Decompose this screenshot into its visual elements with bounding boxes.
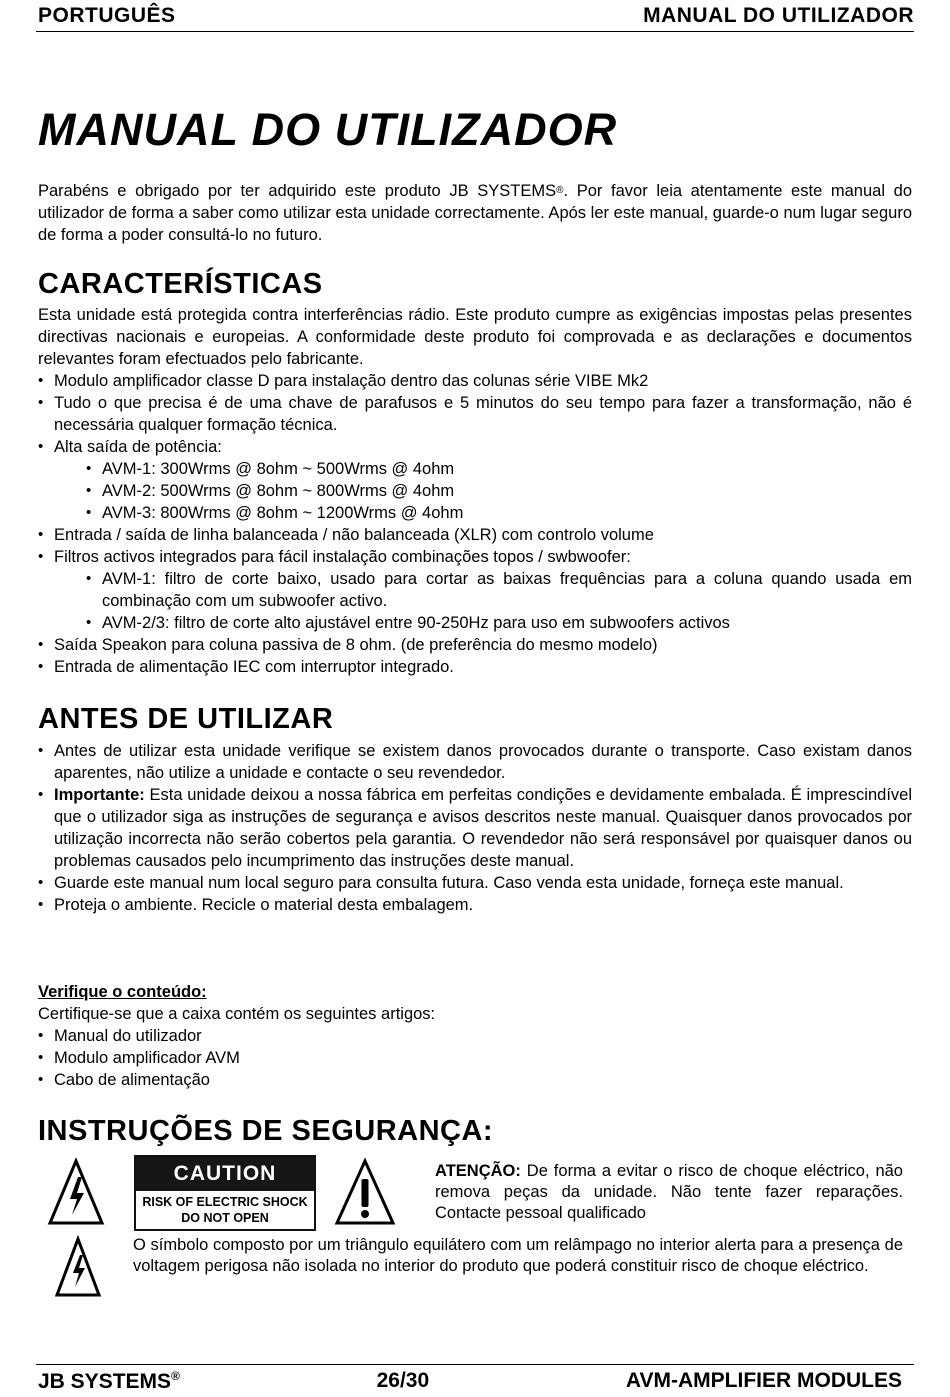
caution-warning: RISK OF ELECTRIC SHOCK DO NOT OPEN xyxy=(142,1195,308,1225)
contents-section xyxy=(38,981,912,1091)
list-item: • Antes de utilizar esta unidade verifique se existem danos provocados durante o transporte. Caso existam danos aparentes, não utilize a unidade e contacte o seu revendedor. xyxy=(38,740,912,784)
before-heading: ANTES DE UTILIZAR xyxy=(38,703,334,735)
list-item: • Cabo de alimentação xyxy=(38,1069,912,1091)
verify-heading: Verifique o conteúdo: xyxy=(38,983,207,1001)
header-divider xyxy=(36,31,914,32)
header-language: PORTUGUÊS xyxy=(38,4,176,27)
list-item: • Guarde este manual num local seguro para consulta futura. Caso venda esta unidade, forneça este manual. xyxy=(38,872,912,894)
page-title: MANUAL DO UTILIZADOR xyxy=(38,104,618,155)
list-item: • Modulo amplificador AVM xyxy=(38,1047,912,1069)
safety-heading: INSTRUÇÕES DE SEGURANÇA: xyxy=(38,1115,494,1147)
caution-title: CAUTION xyxy=(136,1157,314,1191)
exclamation-triangle-icon xyxy=(333,1157,397,1227)
page-header xyxy=(38,4,914,30)
list-item: • AVM-3: 800Wrms @ 8ohm ~ 1200Wrms @ 4ohm xyxy=(86,502,912,524)
list-item: • Proteja o ambiente. Recicle o material desta embalagem. xyxy=(38,894,912,916)
caution-label xyxy=(134,1155,316,1231)
list-item: • Manual do utilizador xyxy=(38,1025,912,1047)
attention-text: ATENÇÃO: De forma a evitar o risco de choque eléctrico, não remova peças da unidade. Não tente fazer reparações. Contacte pessoal qualificado xyxy=(435,1162,903,1222)
list-item: • AVM-1: filtro de corte baixo, usado para cortar as baixas frequências para a coluna quando usada em combinação com um subwoofer activo. xyxy=(86,568,912,612)
page-number: 26/30 xyxy=(376,1369,430,1392)
features-paragraph: Esta unidade está protegida contra interferências rádio. Este produto cumpre as exigências impostas pelas presentes directivas nacionais e europeias. A conformidade deste produto foi comprovada e as declarações e documentos relevantes foram efectuados pelo fabricante. xyxy=(38,306,912,368)
symbol-explanation: O símbolo composto por um triângulo equilátero com um relâmpago no interior alerta para a presença de voltagem perigosa não isolada no interior do produto que poderá constituir risco de choque eléctrico. xyxy=(133,1236,903,1275)
footer-product: AVM-AMPLIFIER MODULES xyxy=(625,1369,902,1392)
header-doc-title: MANUAL DO UTILIZADOR xyxy=(643,4,914,27)
before-section xyxy=(38,740,912,916)
lightning-triangle-icon xyxy=(47,1157,105,1227)
footer-brand: JB SYSTEMS® xyxy=(38,1369,180,1393)
features-section xyxy=(38,304,912,678)
features-heading: CARACTERÍSTICAS xyxy=(38,268,323,300)
list-item: • Saída Speakon para coluna passiva de 8 ohm. (de preferência do mesmo modelo) xyxy=(38,634,912,656)
list-item: • AVM-2/3: filtro de corte alto ajustável entre 90-250Hz para uso em subwoofers activos xyxy=(86,612,912,634)
list-item: • Importante: Esta unidade deixou a nossa fábrica em perfeitas condições e devidamente embalada. É imprescindível que o utilizador siga as instruções de segurança e avisos descritos neste manual. Quaisquer danos provocados por utilização incorrecta não serão cobertos pela garantia. O revendedor não será responsável por quaisquer danos ou problemas causados pelo incumprimento das instruções deste manual. xyxy=(38,784,912,872)
lightning-triangle-icon xyxy=(54,1235,102,1299)
list-item: • Modulo amplificador classe D para instalação dentro das colunas série VIBE Mk2 xyxy=(38,370,912,392)
page-footer xyxy=(38,1369,902,1394)
list-item: • Entrada de alimentação IEC com interruptor integrado. xyxy=(38,656,912,678)
list-item: • Filtros activos integrados para fácil instalação combinações topos / swbwoofer: xyxy=(38,546,912,568)
list-item: • Tudo o que precisa é de uma chave de parafusos e 5 minutos do seu tempo para fazer a transformação, não é necessária qualquer formação técnica. xyxy=(38,392,912,436)
list-item: • Alta saída de potência: xyxy=(38,436,912,458)
list-item: • Entrada / saída de linha balanceada / não balanceada (XLR) com controlo volume xyxy=(38,524,912,546)
list-item: • AVM-1: 300Wrms @ 8ohm ~ 500Wrms @ 4ohm xyxy=(86,458,912,480)
intro-paragraph: Parabéns e obrigado por ter adquirido este produto JB SYSTEMS®. Por favor leia atentamente este manual do utilizador de forma a saber como utilizar esta unidade correctamente. Após ler este manual, guarde-o num lugar seguro de forma a poder consultá-lo no futuro. xyxy=(38,182,913,244)
footer-divider xyxy=(36,1364,914,1365)
verify-intro: Certifique-se que a caixa contém os seguintes artigos: xyxy=(38,1005,436,1023)
list-item: • AVM-2: 500Wrms @ 8ohm ~ 800Wrms @ 4ohm xyxy=(86,480,912,502)
